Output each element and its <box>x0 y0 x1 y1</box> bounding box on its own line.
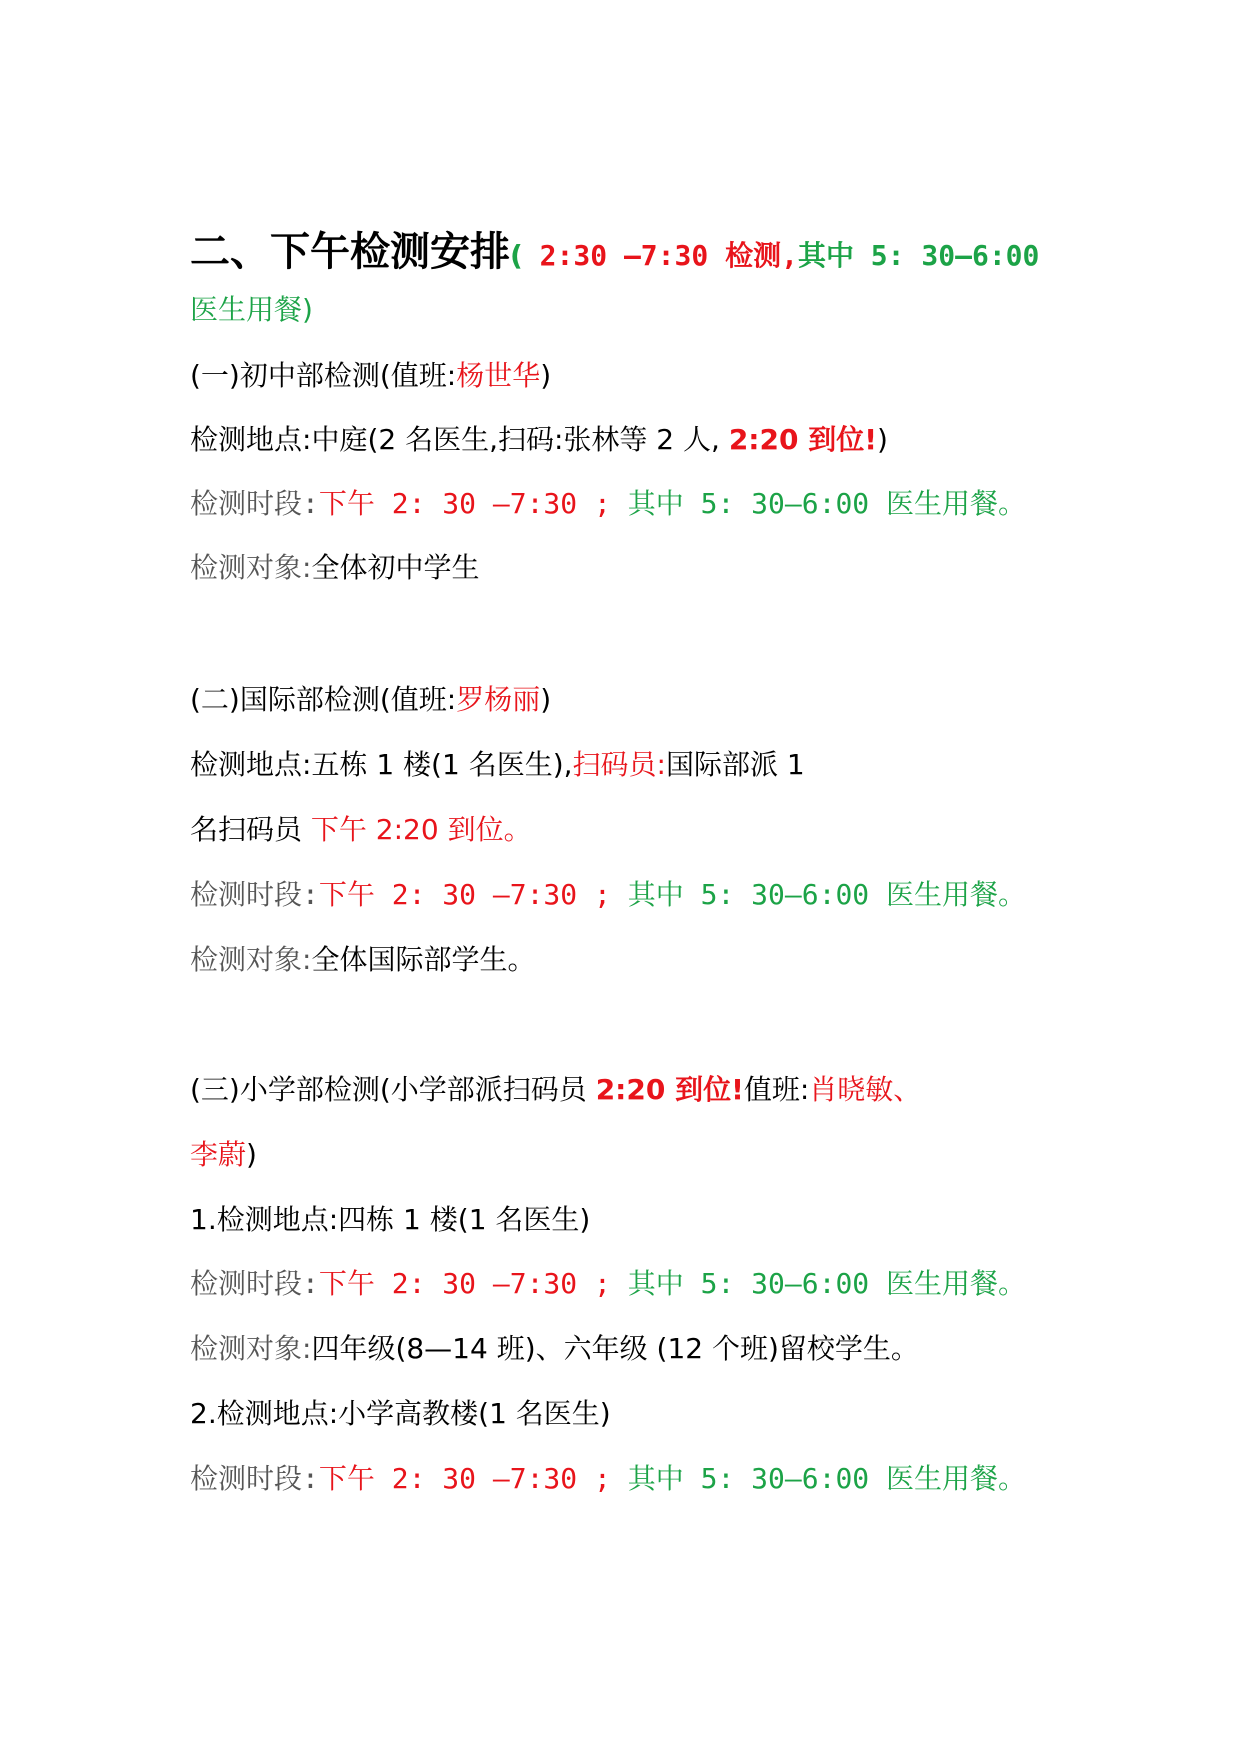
duty-name: 罗杨丽 <box>456 683 541 716</box>
section-2-target: 检测对象:全体国际部学生。 <box>190 943 536 976</box>
section-3-target: 检测对象:四年级(8—14 班)、六年级 (12 个班)留校学生。 <box>190 1332 919 1365</box>
section-title: 二、下午检测安排( 2:30 —7:30 检测,其中 5: 30—6:00 <box>190 229 1040 275</box>
section-1-location: 检测地点:中庭(2 名医生,扫码:张林等 2 人, 2:20 到位!) <box>190 423 888 456</box>
section-1-period: 检测时段:下午 2: 30 —7:30 ; 其中 5: 30—6:00 医生用餐。 <box>190 487 1027 520</box>
section-3-period-2: 检测时段:下午 2: 30 —7:30 ; 其中 5: 30—6:00 医生用餐。 <box>190 1462 1027 1495</box>
section-1-target: 检测对象:全体初中学生 <box>190 551 480 584</box>
duty-name: 肖晓敏、 <box>809 1073 922 1106</box>
section-3-location-2: 2.检测地点:小学高教楼(1 名医生) <box>190 1397 611 1430</box>
section-2-location-continued: 名扫码员 下午 2:20 到位。 <box>190 813 532 846</box>
section-2-heading: (二)国际部检测(值班:罗杨丽) <box>190 683 552 716</box>
section-3-heading-continued: 李蔚) <box>190 1138 257 1171</box>
section-3-location-1: 1.检测地点:四栋 1 楼(1 名医生) <box>190 1203 591 1236</box>
duty-name: 杨世华 <box>456 359 541 392</box>
arrival-time: 2:20 到位! <box>595 1073 744 1106</box>
section-3-heading: (三)小学部检测(小学部派扫码员 2:20 到位!值班:肖晓敏、 <box>190 1073 922 1106</box>
section-2-period: 检测时段:下午 2: 30 —7:30 ; 其中 5: 30—6:00 医生用餐。 <box>190 878 1027 911</box>
section-1-heading: (一)初中部检测(值班:杨世华) <box>190 359 552 392</box>
section-2-location: 检测地点:五栋 1 楼(1 名医生),扫码员:国际部派 1 <box>190 748 805 781</box>
arrival-time: 2:20 到位! <box>728 423 877 456</box>
section-3-period-1: 检测时段:下午 2: 30 —7:30 ; 其中 5: 30—6:00 医生用餐。 <box>190 1267 1027 1300</box>
section-title-continued: 医生用餐) <box>190 293 313 326</box>
